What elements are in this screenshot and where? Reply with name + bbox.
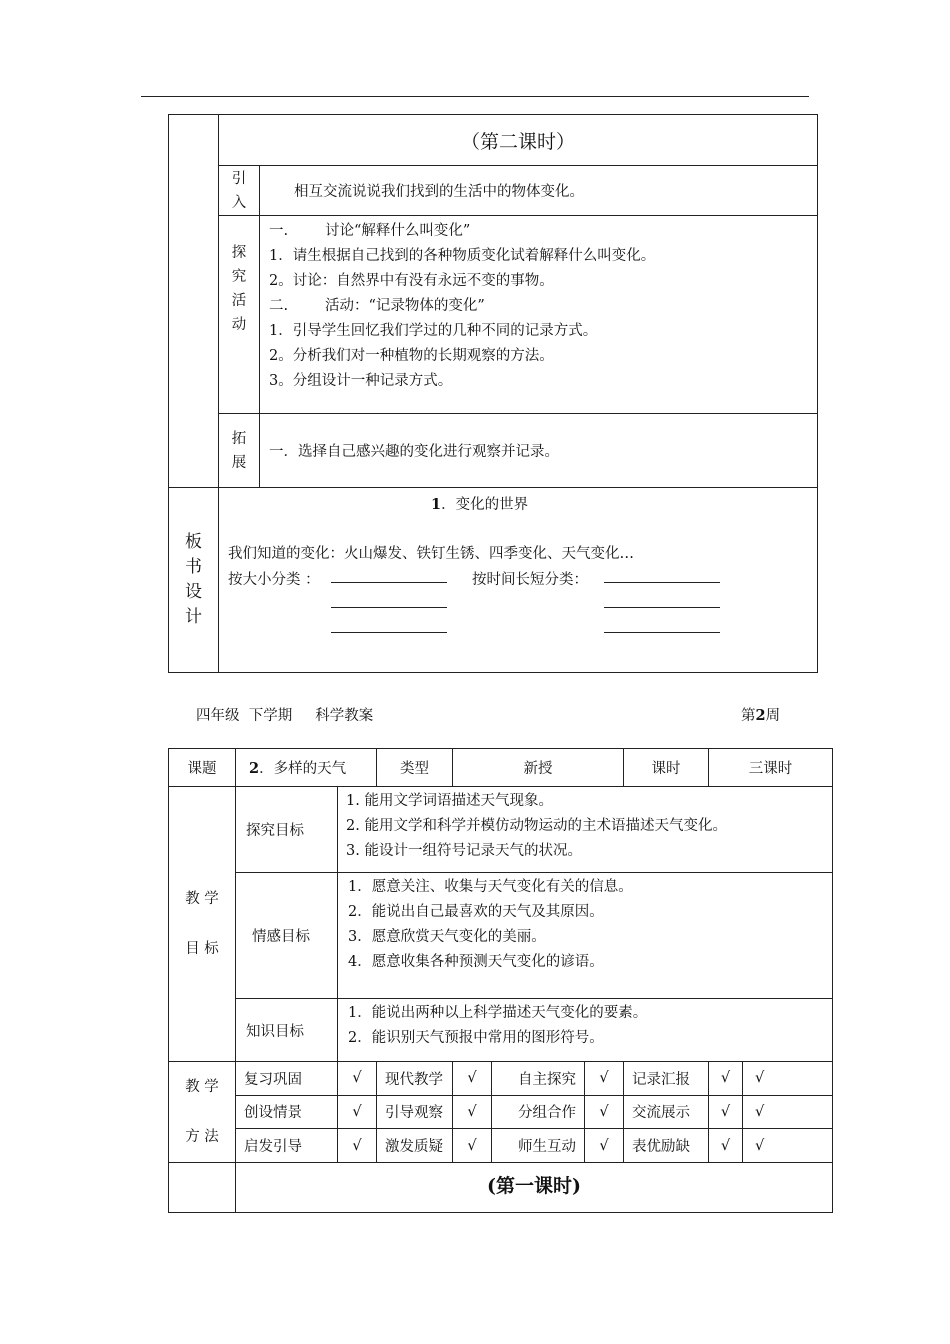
method-cell: 记录汇报: [624, 1062, 709, 1096]
method-cell: 师生互动: [492, 1129, 585, 1163]
emotion-goal-content: [338, 873, 833, 999]
intro-label-char: 入: [231, 194, 247, 211]
type-value: 新授: [453, 749, 624, 787]
week-label: [741, 704, 780, 725]
check-mark: √: [743, 1062, 833, 1096]
week-prefix: 第: [741, 708, 756, 724]
goals-label-line: 教 学: [185, 891, 219, 907]
lesson-one-header: (第一课时): [236, 1163, 833, 1213]
blank-line: [331, 568, 447, 583]
emotion-goal-line: 1．愿意关注、收集与天气变化有关的信息。: [348, 879, 633, 895]
emotion-goal-line: 2．能说出自己最喜欢的天气及其原因。: [348, 904, 604, 920]
check-mark: √: [585, 1129, 624, 1163]
week-number: 2: [755, 707, 766, 724]
knowledge-goal-label: 知识目标: [236, 999, 338, 1062]
check-mark: √: [709, 1062, 743, 1096]
grade-semester-label: 四年级 下学期 科学教案: [196, 708, 374, 724]
inquiry-goal-content: [338, 787, 833, 873]
method-cell: 交流展示: [624, 1095, 709, 1129]
check-mark: √: [338, 1095, 377, 1129]
method-cell: 引导观察: [377, 1095, 453, 1129]
explore-line: 1．引导学生回忆我们学过的几种不同的记录方式。: [269, 323, 598, 339]
knowledge-goal-line: 2．能识别天气预报中常用的图形符号。: [348, 1030, 604, 1046]
explore-line: 一. 讨论“解释什么叫变化”: [269, 223, 471, 239]
check-mark: √: [743, 1129, 833, 1163]
explore-label-char: 探: [231, 245, 247, 261]
week-suffix: 周: [765, 708, 781, 724]
goals-label: [169, 787, 236, 1062]
type-label: 类型: [377, 749, 453, 787]
blank-line: [604, 618, 720, 633]
board-label-char: 设: [185, 582, 202, 602]
lesson-plan-table: [168, 748, 833, 1213]
board-label-char: 书: [185, 557, 202, 577]
knowledge-goal-line: 1．能说出两种以上科学描述天气变化的要素。: [348, 1005, 648, 1021]
method-cell: 自主探究: [492, 1062, 585, 1096]
board-content: [219, 488, 818, 673]
topic-num: 2: [249, 760, 260, 777]
check-mark: √: [453, 1129, 492, 1163]
inquiry-goal-line: 2. 能用文学和科学并模仿动物运动的主术语描述天气变化。: [346, 818, 727, 834]
board-label-char: 计: [185, 607, 202, 627]
explore-label-char: 动: [231, 317, 247, 333]
explore-label-char: 活: [231, 293, 247, 309]
method-label-line: 方 法: [185, 1129, 219, 1145]
board-known-changes: 我们知道的变化：火山爆发、铁钉生锈、四季变化、天气变化…: [228, 546, 634, 562]
method-cell: 分组合作: [492, 1095, 585, 1129]
check-mark: √: [453, 1062, 492, 1096]
topic-value: [236, 749, 377, 787]
board-label: [169, 488, 219, 673]
blank-line: [604, 593, 720, 608]
method-cell: 激发质疑: [377, 1129, 453, 1163]
topic-label: 课题: [169, 749, 236, 787]
intro-text: 相互交流说说我们找到的生活中的物体变化。: [260, 166, 818, 216]
check-mark: √: [338, 1129, 377, 1163]
blank-line: [331, 618, 447, 633]
knowledge-goal-content: [338, 999, 833, 1062]
board-by-size: 按大小分类 ：: [228, 572, 320, 588]
inquiry-goal-line: 1. 能用文学词语描述天气现象。: [346, 793, 553, 809]
extend-label-char: 拓: [231, 430, 247, 447]
hours-value: 三课时: [709, 749, 833, 787]
method-label: [169, 1062, 236, 1163]
explore-line: 1．请生根据自己找到的各种物质变化试着解释什么叫变化。: [269, 248, 656, 264]
goals-label-line: 目 标: [185, 941, 219, 957]
intro-label: [219, 166, 260, 216]
method-cell: 复习巩固: [236, 1062, 338, 1096]
emotion-goal-line: 4．愿意收集各种预测天气变化的谚语。: [348, 954, 604, 970]
hours-label: 课时: [624, 749, 709, 787]
check-mark: √: [709, 1095, 743, 1129]
method-cell: 启发引导: [236, 1129, 338, 1163]
check-mark: √: [743, 1095, 833, 1129]
intro-label-char: 引: [231, 170, 247, 187]
board-by-time: 按时间长短分类：: [472, 572, 588, 588]
explore-content: [260, 216, 818, 414]
blank-line: [604, 568, 720, 583]
check-mark: √: [338, 1062, 377, 1096]
explore-label: [219, 216, 260, 414]
check-mark: √: [453, 1095, 492, 1129]
board-label-char: 板: [185, 532, 202, 552]
check-mark: √: [585, 1062, 624, 1096]
extend-label-char: 展: [231, 454, 247, 471]
explore-line: 二. 活动：“记录物体的变化”: [269, 298, 485, 314]
emotion-goal-label: 情感目标: [236, 873, 338, 999]
extend-text: 一．选择自己感兴趣的变化进行观察并记录。: [260, 414, 818, 488]
check-mark: √: [585, 1095, 624, 1129]
method-cell: 创设情景: [236, 1095, 338, 1129]
extend-label: [219, 414, 260, 488]
explore-line: 2。分析我们对一种植物的长期观察的方法。: [269, 348, 554, 364]
explore-label-char: 究: [231, 269, 247, 285]
lesson-one-blank-cell: [169, 1163, 236, 1213]
inquiry-goal-label: 探究目标: [236, 787, 338, 873]
explore-line: 3。分组设计一种记录方式。: [269, 373, 453, 389]
method-cell: 表优励缺: [624, 1129, 709, 1163]
board-title: [431, 493, 528, 514]
header-rule: [141, 96, 809, 97]
lesson-two-header: （第二课时）: [219, 115, 818, 166]
board-title-text: ．变化的世界: [441, 497, 529, 513]
explore-line: 2。讨论：自然界中有没有永远不变的事物。: [269, 273, 554, 289]
blank-line: [331, 593, 447, 608]
check-mark: √: [709, 1129, 743, 1163]
method-label-line: 教 学: [185, 1079, 219, 1095]
inquiry-goal-line: 3. 能设计一组符号记录天气的状况。: [346, 843, 582, 859]
left-blank-cell: [169, 115, 219, 488]
topic-text: ．多样的天气: [259, 761, 347, 777]
emotion-goal-line: 3．愿意欣赏天气变化的美丽。: [348, 929, 546, 945]
method-cell: 现代教学: [377, 1062, 453, 1096]
board-title-num: 1: [431, 496, 442, 513]
lesson-two-table: [168, 114, 818, 673]
